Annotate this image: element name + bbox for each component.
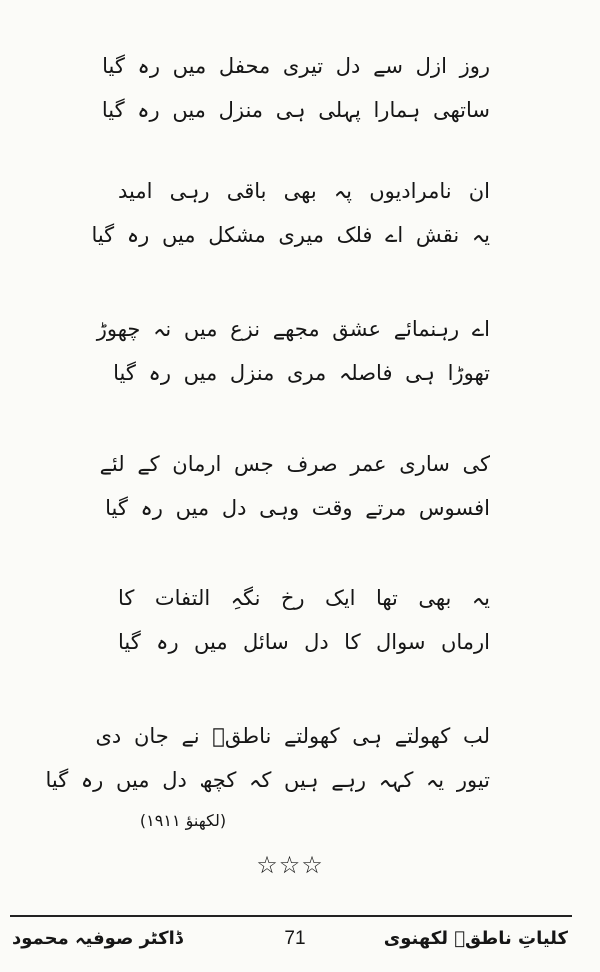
couplet-6 — [45, 714, 490, 802]
place-date-signature: (لکھنؤ ۱۹۱۱) — [139, 811, 227, 830]
verse-line: روز ازل سے دل تیری محفل میں رہ گیا — [102, 54, 490, 78]
verse-line: یہ بھی تھا ایک رخ نگہِ التفات کا — [118, 586, 490, 610]
verse-line: تیور یہ کہہ رہے ہیں کہ کچھ دل میں رہ گیا — [45, 768, 490, 792]
verse-line: ارماں سوال کا دل سائل میں رہ گیا — [118, 630, 490, 654]
couplet-4 — [99, 442, 490, 530]
couplet-1 — [101, 44, 490, 132]
verse-line: تھوڑا ہی فاصلہ مری منزل میں رہ گیا — [113, 361, 490, 385]
page-number: 71 — [284, 928, 306, 949]
verse-line: ان نامرادیوں پہ بھی باقی رہی امید — [118, 179, 490, 203]
footer-author: ڈاکٹر صوفیہ محمود — [12, 928, 183, 949]
couplet-2 — [91, 169, 490, 257]
couplet-5 — [118, 576, 490, 664]
star-ornament-icon: ☆☆☆ — [256, 851, 324, 879]
footer-book-title: کلیاتِ ناطقؔ لکھنوی — [383, 928, 568, 949]
verse-line: لب کھولتے ہی کھولتے ناطقؔ نے جان دی — [95, 724, 490, 748]
verse-line: یہ نقش اے فلک میری مشکل میں رہ گیا — [91, 223, 490, 247]
verse-line: اے رہنمائے عشق مجھے نزع میں نہ چھوڑ — [96, 317, 490, 341]
verse-line: ساتھی ہمارا پہلی ہی منزل میں رہ گیا — [101, 98, 490, 122]
couplet-3 — [96, 307, 490, 395]
footer-divider — [10, 915, 572, 917]
verse-line: کی ساری عمر صرف جس ارمان کے لئے — [99, 452, 490, 476]
verse-line: افسوس مرتے وقت وہی دل میں رہ گیا — [105, 496, 490, 520]
